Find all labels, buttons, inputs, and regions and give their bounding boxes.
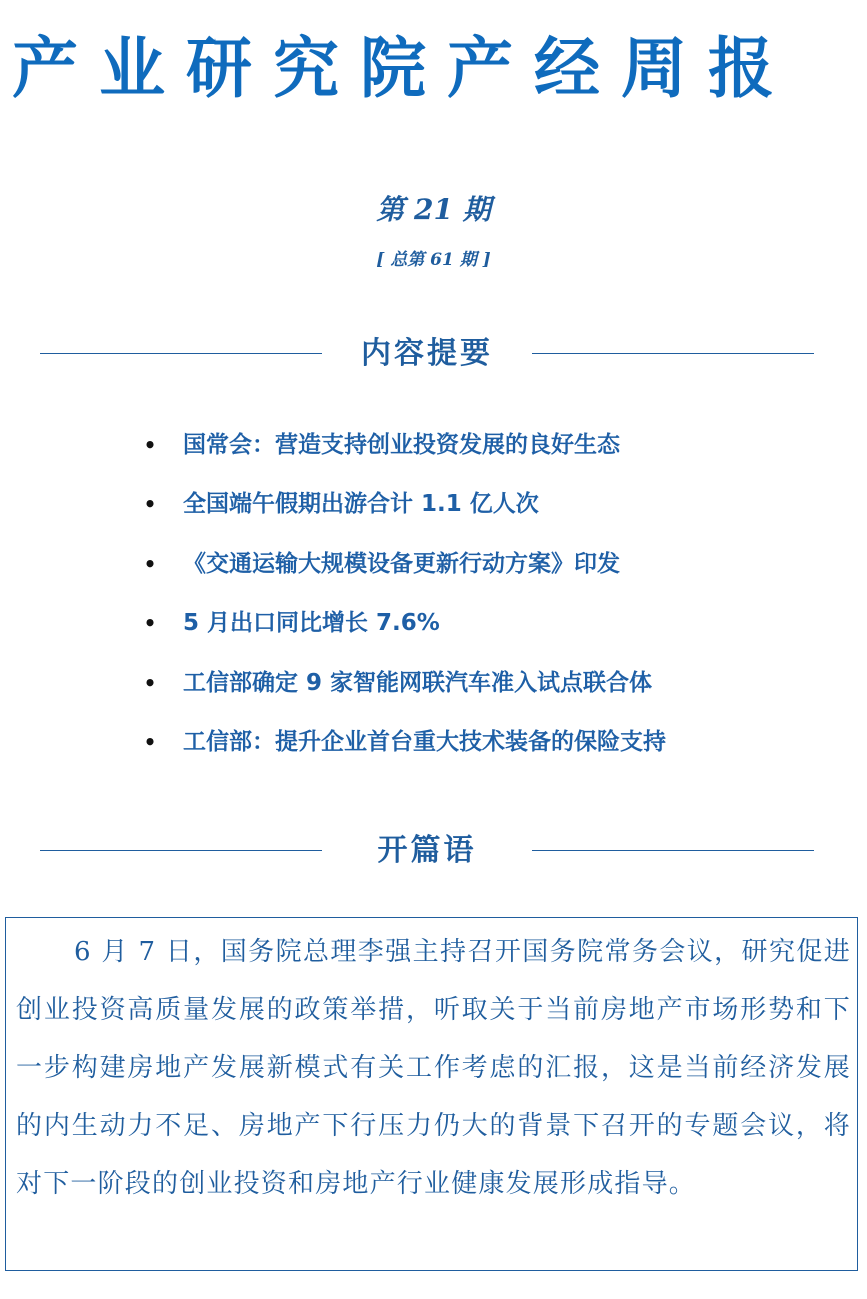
opening-rule-right [532, 850, 814, 851]
summary-item-text: 5 月出口同比增长 7.6% [183, 610, 440, 637]
summary-section-title: 内容提要 [361, 336, 493, 371]
summary-item-text: 国常会：营造支持创业投资发展的良好生态 [183, 432, 620, 458]
summary-item-text: 《交通运输大规模设备更新行动方案》印发 [183, 550, 620, 577]
summary-item [140, 541, 840, 600]
masthead-title: 产业研究院产经周报 [12, 30, 795, 107]
issue-number: 第 21 期 [376, 193, 491, 226]
bullet-icon: • [143, 670, 157, 695]
opening-rule-left [40, 850, 322, 851]
summary-list [140, 422, 840, 778]
summary-item [140, 660, 840, 719]
summary-rule-left [40, 353, 322, 354]
opening-paragraph: 6 月 7 日，国务院总理李强主持召开国务院常务会议，研究促进创业投资高质量发展的政策举措，听取关于当前房地产市场形势和下一步构建房地产发展新模式有关工作考虑的汇报，这是当前经济发展的内生动力不足、房地产下行压力仍大的背景下召开的专题会议，将对下一阶段的创业投资和房地产行业健康发展形成指导。 [16, 937, 851, 1199]
summary-item [140, 422, 840, 481]
summary-section-header [40, 329, 814, 379]
summary-item [140, 600, 840, 659]
bullet-icon: • [143, 551, 157, 576]
summary-item [140, 481, 840, 540]
opening-section-header [40, 826, 814, 876]
summary-item-text: 工信部确定 9 家智能网联汽车准入试点联合体 [183, 669, 653, 696]
summary-item-text: 全国端午假期出游合计 1.1 亿人次 [183, 491, 539, 518]
bullet-icon: • [143, 492, 157, 517]
bullet-icon: • [143, 433, 157, 457]
opening-box [5, 917, 858, 1271]
opening-section-title: 开篇语 [377, 833, 477, 868]
total-issue-number: [ 总第 61 期 ] [376, 250, 491, 270]
summary-item [140, 719, 840, 778]
bullet-icon: • [143, 729, 157, 754]
summary-rule-right [532, 353, 814, 354]
bullet-icon: • [143, 611, 157, 636]
summary-item-text: 工信部：提升企业首台重大技术装备的保险支持 [183, 728, 666, 755]
